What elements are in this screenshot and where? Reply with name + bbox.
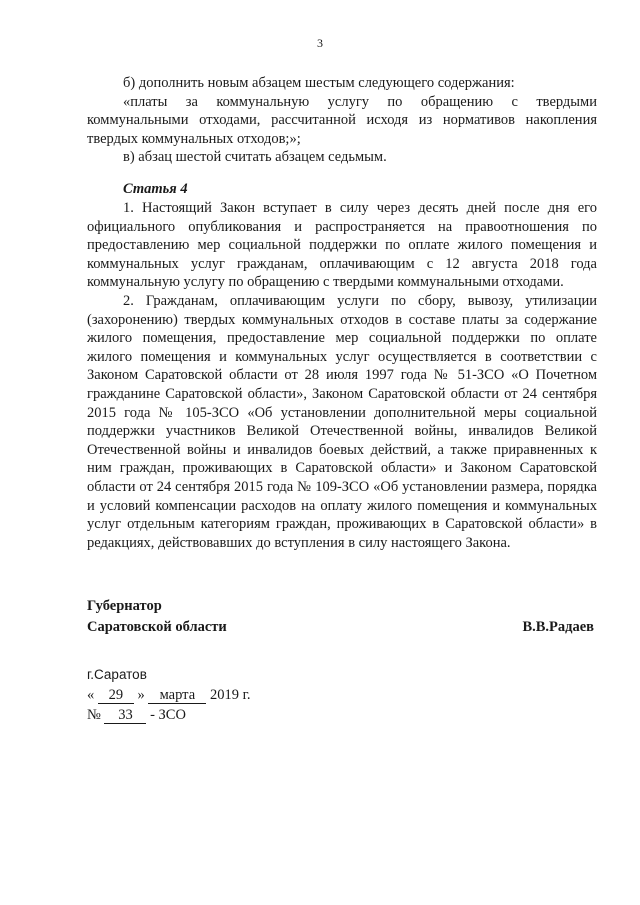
signatory-title (87, 596, 227, 638)
number-sign: № (87, 707, 101, 723)
article-title: Статья 4 (123, 181, 188, 197)
paragraph-v: в) абзац шестой считать абзацем седьмым. (123, 149, 387, 166)
date-day: 29 (98, 688, 134, 704)
paragraph-quote: «платы за коммунальную услугу по обращению с твердыми коммунальными отходами, рассчитанной исходя из нормативов накопления твердых коммунальных отходов;»; (87, 93, 597, 147)
date-month: марта (148, 688, 206, 704)
date-year: 2019 г. (210, 687, 251, 703)
article-paragraph-1: 1. Настоящий Закон вступает в силу через десять дней после дня его официального опубликования и распространяется на правоотношения по предоставлению мер социальной поддержки по оплате жилого помещения и коммунальных услуг гражданам, оплачивающим с 12 августа 2018 года коммунальную услугу по обращению с твердыми коммунальными отходами. (87, 200, 597, 291)
paragraph-b: б) дополнить новым абзацем шестым следующего содержания: (123, 75, 515, 91)
date-open-quote: « (87, 687, 95, 703)
place-date-block (87, 665, 251, 725)
date-close-quote: » (137, 687, 145, 703)
signatory-name: В.В.Радаев (522, 619, 594, 635)
law-number: 33 (104, 708, 146, 724)
city: г.Саратов (87, 667, 147, 682)
article-body (87, 199, 597, 552)
signatory-title-line-1: Губернатор (87, 598, 162, 614)
page-number: 3 (317, 36, 323, 50)
article-paragraph-2: 2. Гражданам, оплачивающим услуги по сбору, вывозу, утилизации (захоронению) твердых коммунальных отходов в составе платы за содержание жилого помещения, предоставление мер социальной поддержки по оплате жилого помещения и коммунальных услуг осуществляется в соответствии с Законом Саратовской области от 28 июля 1997 года № 51-ЗСО «О Почетном гражданине Саратовской области», Законом Саратовской области от 24 сентября 2015 года № 105-ЗСО «Об установлении дополнительной меры социальной поддержки участников Великой Отечественной войны, инвалидов Великой Отечественной войны и инвалидов боевых действий, а также приравненных к ним граждан, проживающих в Саратовской области» и Законом Саратовской области от 24 сентября 2015 года № 109-ЗСО «Об установлении размера, порядка и условий компенсации расходов на оплату жилого помещения и коммунальных услуг отдельным категориям граждан, проживающих в Саратовской области» в редакциях, действовавших до вступления в силу настоящего Закона. (87, 292, 597, 551)
signatory-title-line-2: Саратовской области (87, 619, 227, 635)
amendment-section (87, 74, 597, 167)
date-line (87, 685, 251, 705)
law-number-line (87, 705, 251, 725)
law-number-suffix: - ЗСО (150, 707, 186, 723)
